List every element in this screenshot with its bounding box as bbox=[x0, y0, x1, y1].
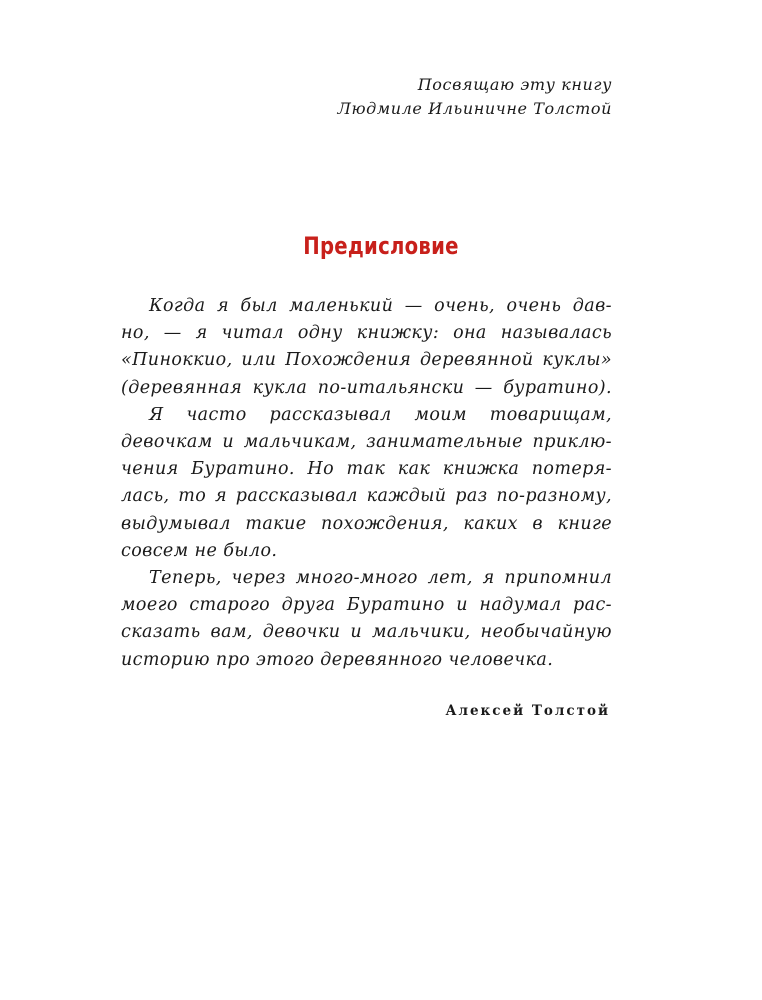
text-line: совсем не было. bbox=[121, 540, 278, 561]
text-line: лась, то я рассказывал каждый раз по-разному, bbox=[121, 486, 612, 507]
text-line: выдумывал такие похождения, каких в книге bbox=[121, 513, 612, 534]
text-line: историю про этого деревянного человечка. bbox=[121, 649, 554, 670]
text-line: (деревянная кукла по-итальянски — буратино). bbox=[121, 377, 612, 398]
paragraph-3 bbox=[121, 565, 612, 674]
text-line: «Пиноккио, или Похождения деревянной куклы» bbox=[121, 350, 612, 371]
page-title: Предисловие bbox=[303, 232, 459, 260]
text-line: чения Буратино. Но так как книжка потеря- bbox=[121, 459, 612, 480]
text-line: но, — я читал одну книжку: она называлась bbox=[121, 323, 612, 344]
preface-text bbox=[121, 293, 612, 674]
text-line: девочкам и мальчикам, занимательные приклю- bbox=[121, 432, 612, 453]
author-signature: Алексей Толстой bbox=[445, 703, 610, 719]
dedication-line-2: Людмиле Ильиничне Толстой bbox=[337, 99, 612, 118]
text-line: сказать вам, девочки и мальчики, необычайную bbox=[121, 622, 612, 643]
dedication bbox=[338, 73, 613, 121]
dedication-line-1: Посвящаю эту книгу bbox=[417, 75, 612, 94]
text-line: Когда я был маленький — очень, очень дав- bbox=[149, 296, 612, 316]
text-line: Я часто рассказывал моим товарищам, bbox=[149, 404, 612, 425]
paragraph-2 bbox=[121, 402, 612, 565]
text-line: моего старого друга Буратино и надумал рас- bbox=[121, 595, 612, 616]
text-line: Теперь, через много-много лет, я припомнил bbox=[149, 568, 612, 589]
paragraph-1 bbox=[121, 293, 612, 402]
